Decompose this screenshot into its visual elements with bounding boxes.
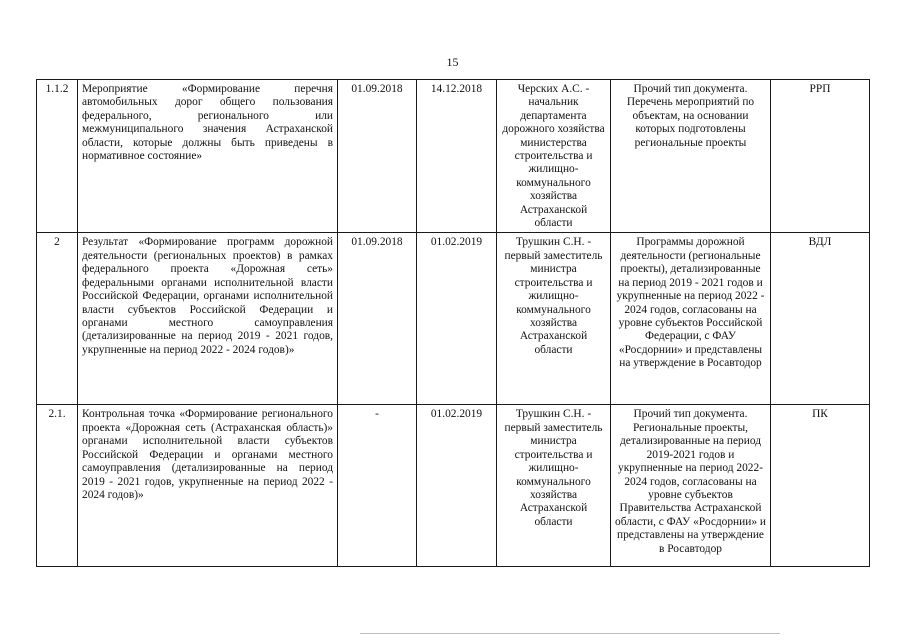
row-description: Результат «Формирование программ дорожной деятельности (региональных проектов) в рамках федерального проекта «Дорожная сеть» федеральными органами исполнительной власти Российской Федерации, органами исполнительной власти субъектов Российской Федерации и органами местного самоуправления (детализированные на период 2019 - 2021 годов, укрупненные на период 2022 - 2024 годов)» [78, 233, 338, 405]
plan-table [36, 79, 870, 567]
row-number: 2 [37, 233, 78, 405]
row-end-date: 14.12.2018 [417, 80, 497, 233]
row-number: 1.1.2 [37, 80, 78, 233]
row-description: Контрольная точка «Формирование регионального проекта «Дорожная сеть (Астраханская область)» органами исполнительной власти субъектов Российской Федерации и органами местного самоуправления (детализированные на период 2019 - 2021 годов, укрупненные на период 2022 - 2024 годов)» [78, 405, 338, 567]
table-row [37, 405, 870, 567]
row-description: Мероприятие «Формирование перечня автомобильных дорог общего пользования федерального, регионального или межмуниципального значения Астраханской области, которые должны быть приведены в нормативное состояние» [78, 80, 338, 233]
row-number: 2.1. [37, 405, 78, 567]
row-responsible: Трушкин С.Н. - первый заместитель министра строительства и жилищно-коммунального хозяйства Астраханской области [497, 405, 611, 567]
table-row [37, 80, 870, 233]
row-type: РРП [771, 80, 870, 233]
row-responsible: Черских А.С. - начальник департамента дорожного хозяйства министерства строительства и жилищно-коммунального хозяйства Астраханской области [497, 80, 611, 233]
row-end-date: 01.02.2019 [417, 405, 497, 567]
page-number: 15 [446, 55, 459, 69]
row-start-date: - [338, 405, 417, 567]
row-start-date: 01.09.2018 [338, 80, 417, 233]
row-document: Программы дорожной деятельности (региональные проекты), детализированные на период 2019 - 2021 годов и укрупненные на период 2022 - 2024 годов, согласованы на уровне субъектов Российской Федерации, с ФАУ «Росдорнии» и представлены на утверждение в Росавтодор [611, 233, 771, 405]
row-type: ВДЛ [771, 233, 870, 405]
scan-artifact [360, 633, 780, 634]
row-type: ПК [771, 405, 870, 567]
row-document: Прочий тип документа. Перечень мероприятий по объектам, на основании которых подготовлены региональные проекты [611, 80, 771, 233]
table-row [37, 233, 870, 405]
row-responsible: Трушкин С.Н. - первый заместитель министра строительства и жилищно-коммунального хозяйства Астраханской области [497, 233, 611, 405]
row-end-date: 01.02.2019 [417, 233, 497, 405]
row-document: Прочий тип документа. Региональные проекты, детализированные на период 2019-2021 годов и укрупненные на период 2022-2024 годов, согласованы на уровне субъектов Правительства Астраханской области, с ФАУ «Росдорнии» и представлены на утверждение в Росавтодор [611, 405, 771, 567]
row-start-date: 01.09.2018 [338, 233, 417, 405]
